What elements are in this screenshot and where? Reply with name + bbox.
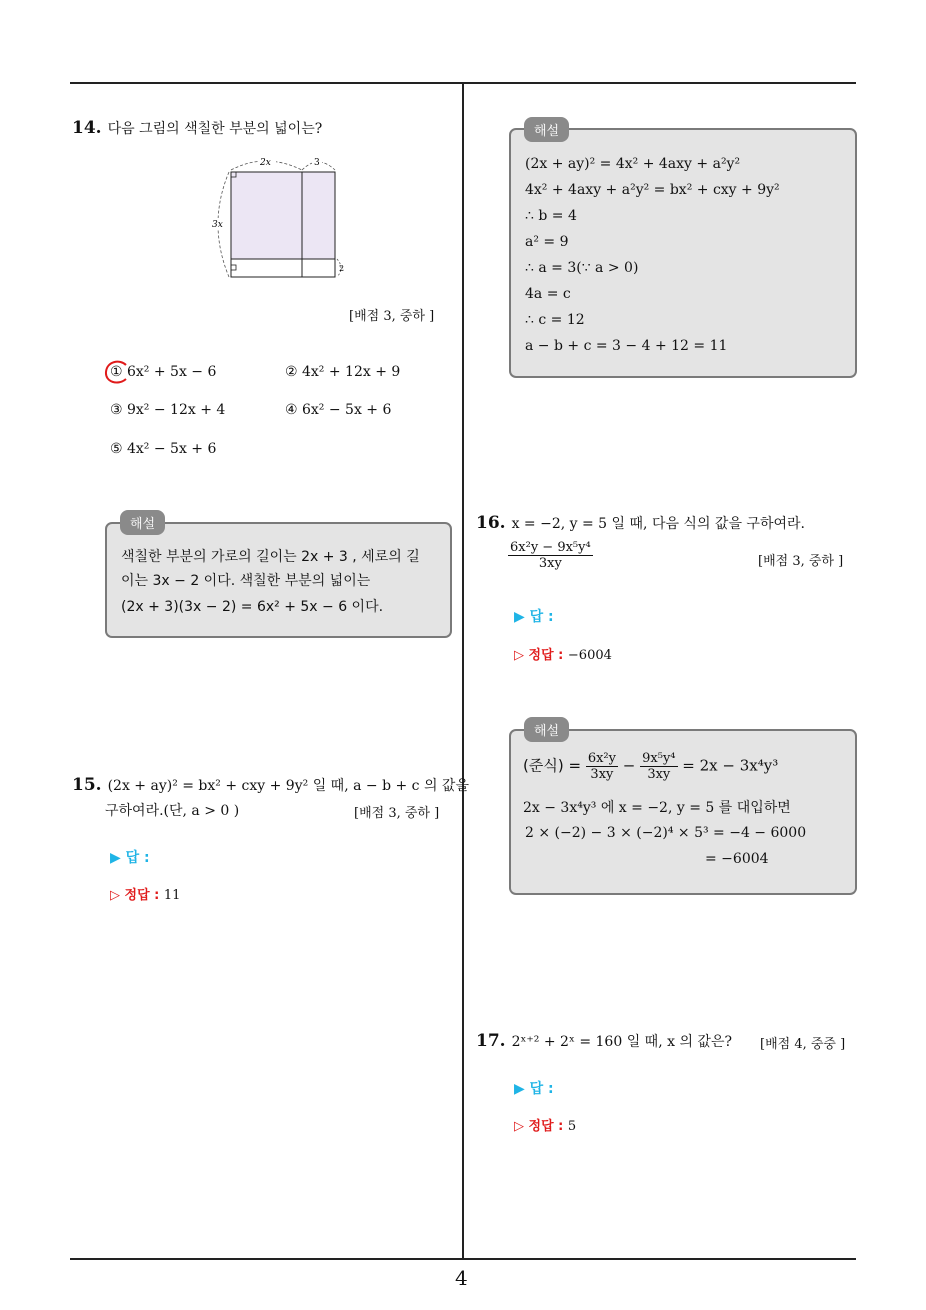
expr-denominator: 3xy [538, 556, 562, 571]
sol16-line-1: (준식) = $\frac{\text{6x²y}}{3xy}$ − $\frac{\text{9x⁵y⁴}}{3xy}$ = 2x − 3x⁴y³ [523, 751, 779, 782]
q16-solution-box [509, 729, 857, 895]
question-16 [476, 510, 805, 537]
label-side-small: 2 [339, 264, 345, 273]
question-text: x = −2, y = 5 일 때, 다음 식의 값을 구하여라. [511, 516, 805, 532]
shaded-region [231, 172, 335, 259]
correct-answer-q17 [514, 1115, 576, 1134]
question-text: 다음 그림의 색칠한 부분의 넓이는? [107, 121, 323, 137]
column-divider [462, 82, 464, 1260]
choice-5[interactable]: ⑤ 4x² − 5x + 6 [110, 441, 217, 457]
sol16-line-2: 2x − 3x⁴y³ 에 x = −2, y = 5 를 대입하면 [523, 800, 791, 816]
sol16-line-4: = −6004 [705, 851, 769, 867]
label-top-b: 3 [314, 158, 320, 168]
points-q16: [배점 3, 중하 ] [758, 554, 844, 569]
answer-prompt-q16[interactable]: ▶ 답 : [514, 609, 554, 625]
question-number: 16. [476, 513, 506, 533]
question-number: 17. [476, 1031, 506, 1051]
correct-value: 11 [163, 888, 181, 903]
solution-tag: 해설 [120, 510, 165, 535]
question-text-line1: (2x + ay)² = bx² + cxy + 9y² 일 때, a − b + c 의 값을 [107, 778, 469, 794]
bottom-rule [70, 1258, 856, 1260]
page-number: 4 [455, 1266, 468, 1290]
question-number: 14. [72, 118, 102, 138]
solution-tag: 해설 [524, 117, 569, 142]
correct-label: ▷ 정답 : [514, 648, 564, 663]
question-14 [72, 115, 322, 142]
solution-line-2: 이는 3x − 2 이다. 색칠한 부분의 넓이는 [121, 573, 371, 589]
q14-figure [205, 152, 365, 282]
question-15-line2: 구하여라.(단, a > 0 ) [105, 803, 240, 819]
sol15-line-6: 4a = c [525, 286, 571, 302]
points-q15: [배점 3, 중하 ] [354, 806, 440, 821]
sol15-line-7: ∴ c = 12 [525, 312, 585, 328]
strip-bottom [231, 259, 335, 277]
points-q14: [배점 3, 중하 ] [349, 309, 435, 324]
correct-value: −6004 [567, 648, 612, 663]
sol15-line-3: ∴ b = 4 [525, 208, 577, 224]
correct-answer-q15 [110, 884, 180, 903]
question-17 [476, 1028, 732, 1055]
q14-solution-box [105, 522, 452, 638]
sol15-line-4: a² = 9 [525, 234, 569, 250]
question-number: 15. [72, 775, 102, 795]
correct-answer-q16 [514, 644, 612, 663]
choice-3[interactable]: ③ 9x² − 12x + 4 [110, 402, 226, 418]
sol15-line-1: (2x + ay)² = 4x² + 4axy + a²y² [525, 156, 741, 172]
sol16-line-3: 2 × (−2) − 3 × (−2)⁴ × 5³ = −4 − 6000 [525, 825, 807, 841]
question-15 [72, 772, 469, 799]
choice-1[interactable]: ① 6x² + 5x − 6 [110, 364, 217, 380]
choice-4[interactable]: ④ 6x² − 5x + 6 [285, 402, 392, 418]
answer-prompt-q15[interactable]: ▶ 답 : [110, 850, 150, 866]
solution-tag: 해설 [524, 717, 569, 742]
sol15-line-8: a − b + c = 3 − 4 + 12 = 11 [525, 338, 728, 354]
correct-value: 5 [567, 1119, 577, 1134]
solution-line-3: (2x + 3)(3x − 2) = 6x² + 5x − 6 이다. [121, 599, 384, 615]
sol15-line-5: ∴ a = 3(∵ a > 0) [525, 260, 639, 276]
q16-expression [508, 540, 593, 571]
label-top-a: 2x [260, 158, 271, 168]
sol15-line-2: 4x² + 4axy + a²y² = bx² + cxy + 9y² [525, 182, 780, 198]
correct-label: ▷ 정답 : [110, 888, 160, 903]
expr-numerator: 6x²y − 9x⁵y⁴ [510, 540, 591, 555]
question-text: 2ˣ⁺² + 2ˣ = 160 일 때, x 의 값은? [511, 1034, 732, 1050]
solution-line-1: 색칠한 부분의 가로의 길이는 2x + 3 , 세로의 길 [121, 549, 420, 565]
label-side: 3x [212, 220, 223, 230]
q15-solution-box [509, 128, 857, 378]
correct-label: ▷ 정답 : [514, 1119, 564, 1134]
answer-prompt-q17[interactable]: ▶ 답 : [514, 1081, 554, 1097]
choice-2[interactable]: ② 4x² + 12x + 9 [285, 364, 401, 380]
points-q17: [배점 4, 중중 ] [760, 1037, 846, 1052]
